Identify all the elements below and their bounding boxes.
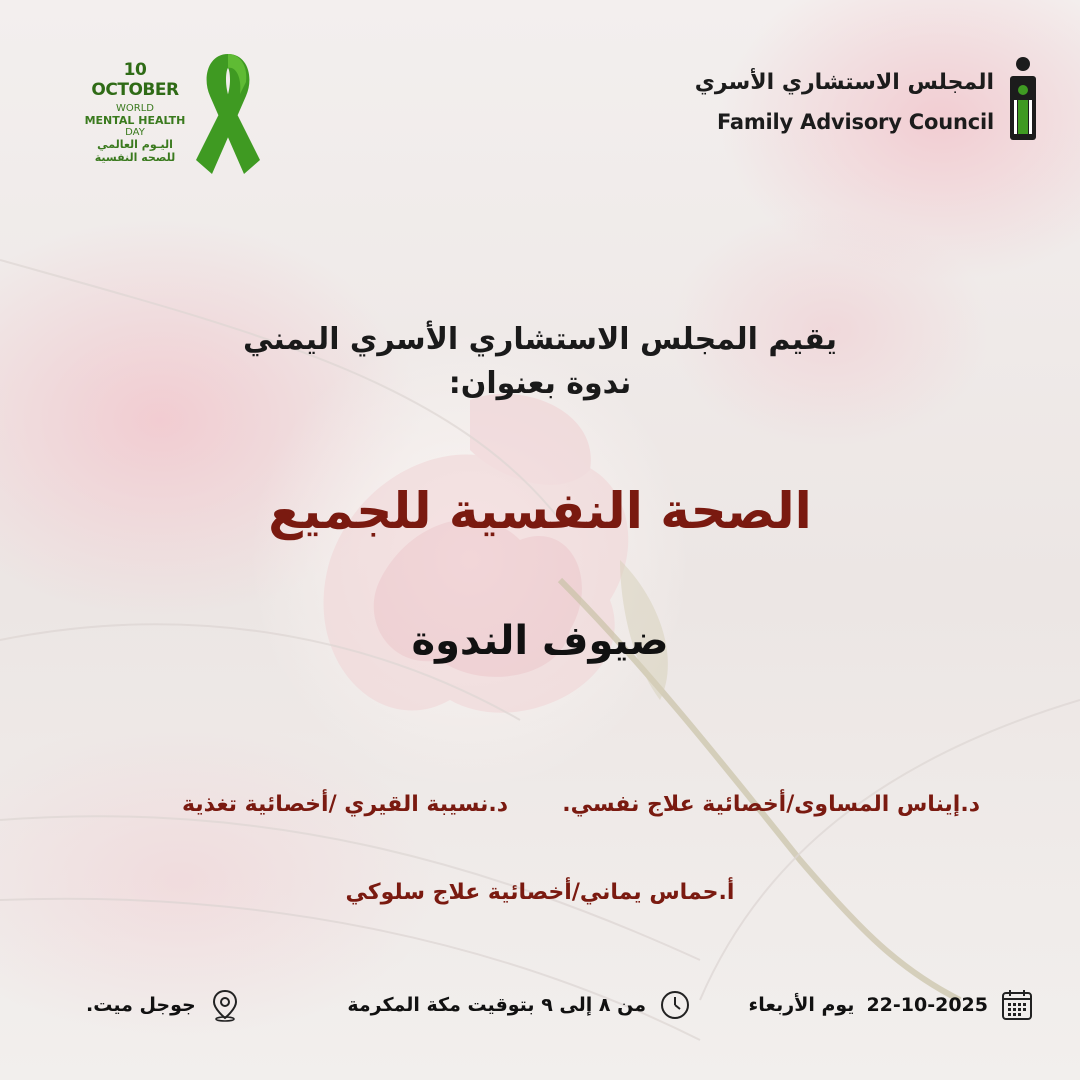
mh-day: DAY [125, 127, 145, 138]
mh-arabic-line1: اليـوم العالمي [97, 138, 173, 151]
council-arabic-name: المجلس الاستشاري الأسري [694, 70, 994, 95]
intro-line-1: يقيم المجلس الاستشاري الأسري اليمني [242, 322, 838, 357]
mh-arabic-line2: للصحه النفسية [94, 151, 176, 164]
mh-mental-health: MENTAL HEALTH [84, 114, 186, 127]
guests-heading: ضيوف الندوة [411, 618, 669, 664]
family-council-icon [1006, 56, 1040, 142]
council-english-name: Family Advisory Council [716, 110, 994, 134]
event-time [347, 988, 692, 1022]
clock-icon [658, 988, 692, 1022]
date-text: 22-10-2025 [866, 994, 988, 1016]
seminar-title: الصحة النفسية للجميع [268, 482, 812, 540]
mh-world: WORLD [116, 103, 154, 114]
family-advisory-council-logo [694, 56, 1040, 146]
guest-2: د.نسيبة القيري /أخصائية تغذية [182, 792, 508, 817]
mental-health-day-text [80, 60, 190, 164]
day-text: يوم الأربعاء [748, 994, 855, 1016]
guest-3: أ.حماس يماني/أخصائية علاج سلوكي [345, 880, 735, 905]
green-ribbon-icon [188, 48, 268, 183]
calendar-icon [1000, 988, 1034, 1022]
time-text: من ٨ إلى ٩ بتوقيت مكة المكرمة [347, 994, 646, 1016]
mental-health-day-logo [80, 48, 280, 188]
intro-line-2: ندوة بعنوان: [448, 366, 632, 401]
location-text: جوجل ميت. [86, 994, 196, 1016]
location-pin-icon [208, 988, 242, 1022]
event-location [86, 988, 242, 1022]
event-date [749, 988, 1034, 1022]
mh-date: 10 OCTOBER [91, 60, 179, 100]
guest-1: د.إيناس المساوى/أخصائية علاج نفسي. [562, 792, 980, 817]
